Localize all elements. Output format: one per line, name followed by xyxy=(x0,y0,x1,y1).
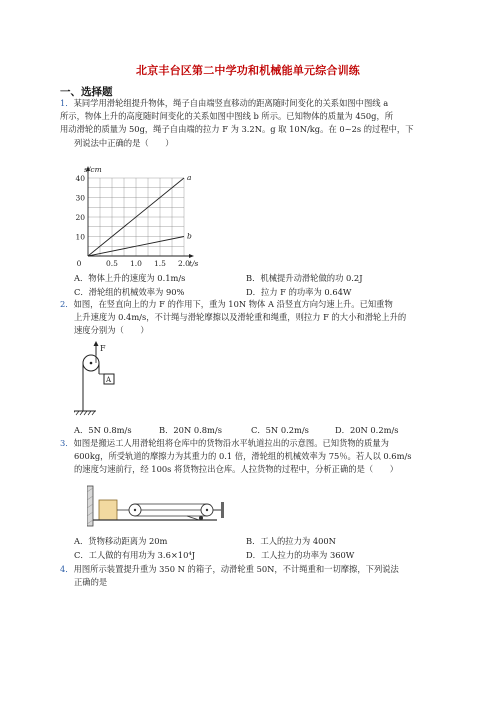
question-text: 列说法中正确的是（ ） xyxy=(74,137,174,148)
question-text: 如图，在竖直向上的力 F 的作用下，重为 10N 物体 A 沿竖直方向匀速上升。已知重物 xyxy=(73,299,393,309)
option-d[interactable]: D．拉力 F 的功率为 0.64W xyxy=(246,287,352,297)
force-label: F xyxy=(100,344,106,353)
question-text: 600kg，所受轨道的摩擦力为其重力的 0.1 倍，滑轮组的机械效率为 75％。若人以 0.6m/s xyxy=(74,451,412,462)
question-text: 所示，物体上升的高度随时间变化的关系如图中图线 b 所示。已知物体的质量为 450g，所 xyxy=(60,111,394,122)
cargo-box xyxy=(99,500,117,520)
question-1 xyxy=(60,97,438,150)
option-c[interactable]: C．5N 0.2m/s xyxy=(251,425,309,435)
x-tick-label: 0.5 xyxy=(106,259,118,268)
pulley-figure-q2 xyxy=(74,341,124,421)
question-number: 2． xyxy=(60,299,74,309)
option-b[interactable]: B．工人的拉力为 400N xyxy=(246,536,336,546)
warehouse-pulley-figure xyxy=(87,480,237,530)
question-3 xyxy=(60,437,438,477)
document-title: 北京丰台区第二中学功和机械能单元综合训练 xyxy=(136,64,360,77)
question-text: 的速度匀速前行，经 100s 将货物拉出仓库。人拉货物的过程中，分析正确的是（ ） xyxy=(74,464,399,475)
post xyxy=(221,502,224,518)
worker-figure xyxy=(199,516,203,520)
question-4 xyxy=(60,563,438,589)
y-tick-label: 20 xyxy=(75,213,85,222)
x-tick-label: 0 xyxy=(76,259,82,268)
question-number: 1． xyxy=(60,98,74,108)
series-label-b: b xyxy=(187,231,192,241)
y-tick-label: 40 xyxy=(75,174,85,183)
option-d[interactable]: D．20N 0.2m/s xyxy=(335,425,399,435)
question-text: 速度分别为（ ） xyxy=(74,325,149,336)
question-text: 用图所示装置提升重为 350 N 的箱子，动滑轮重 50N，不计绳重和一切摩擦，下列说法 xyxy=(73,564,399,574)
block-a-label: A xyxy=(106,376,112,384)
option-a[interactable]: A．货物移动距离为 20m xyxy=(74,536,168,546)
option-b[interactable]: B．20N 0.8m/s xyxy=(159,425,222,435)
question-number: 4． xyxy=(60,564,74,574)
x-tick-label: 1.5 xyxy=(154,259,166,268)
question-number: 3． xyxy=(60,438,74,448)
option-c[interactable]: C．工人做的有用功为 3.6×10⁴J xyxy=(74,550,196,560)
y-tick-label: 30 xyxy=(75,193,85,203)
question-text: 用动滑轮的质量为 50g，绳子自由端的拉力 F 为 3.2N。g 取 10N/kg。在 0~2s 的过程中，下 xyxy=(60,124,414,135)
option-b[interactable]: B．机械提升动滑轮做的功 0.2J xyxy=(246,273,363,283)
option-a[interactable]: A．物体上升的速度为 0.1m/s xyxy=(74,273,186,283)
question-text: 某同学用滑轮组提升物体，绳子自由端竖直移动的距离随时间变化的关系如图中图线 a xyxy=(73,98,389,108)
option-d[interactable]: D．工人拉力的功率为 360W xyxy=(246,550,355,560)
question-text: 上升速度为 0.4m/s，不计绳与滑轮摩擦以及滑轮重和绳重，则拉力 F 的大小和滑轮上升的 xyxy=(74,312,407,323)
x-axis-arrow xyxy=(189,254,194,258)
x-tick-label: 2.0 xyxy=(178,259,190,268)
question-text: 如图是搬运工人用滑轮组将仓库中的货物沿水平轨道拉出的示意图。已知货物的质量为 xyxy=(73,438,389,448)
section-heading: 一、选择题 xyxy=(60,86,113,98)
question-2 xyxy=(60,298,438,338)
option-c[interactable]: C．滑轮组的机械效率为 90% xyxy=(74,287,185,297)
y-tick-label: 10 xyxy=(75,232,85,242)
x-tick-label: 1.0 xyxy=(130,259,142,268)
series-label-a: a xyxy=(187,173,192,182)
question-text: 正确的是 xyxy=(74,577,108,588)
distance-time-chart xyxy=(60,164,210,274)
option-a[interactable]: A．5N 0.8m/s xyxy=(74,425,132,435)
x-axis-label: t/s xyxy=(189,259,199,268)
y-axis-label: s/cm xyxy=(84,165,102,174)
